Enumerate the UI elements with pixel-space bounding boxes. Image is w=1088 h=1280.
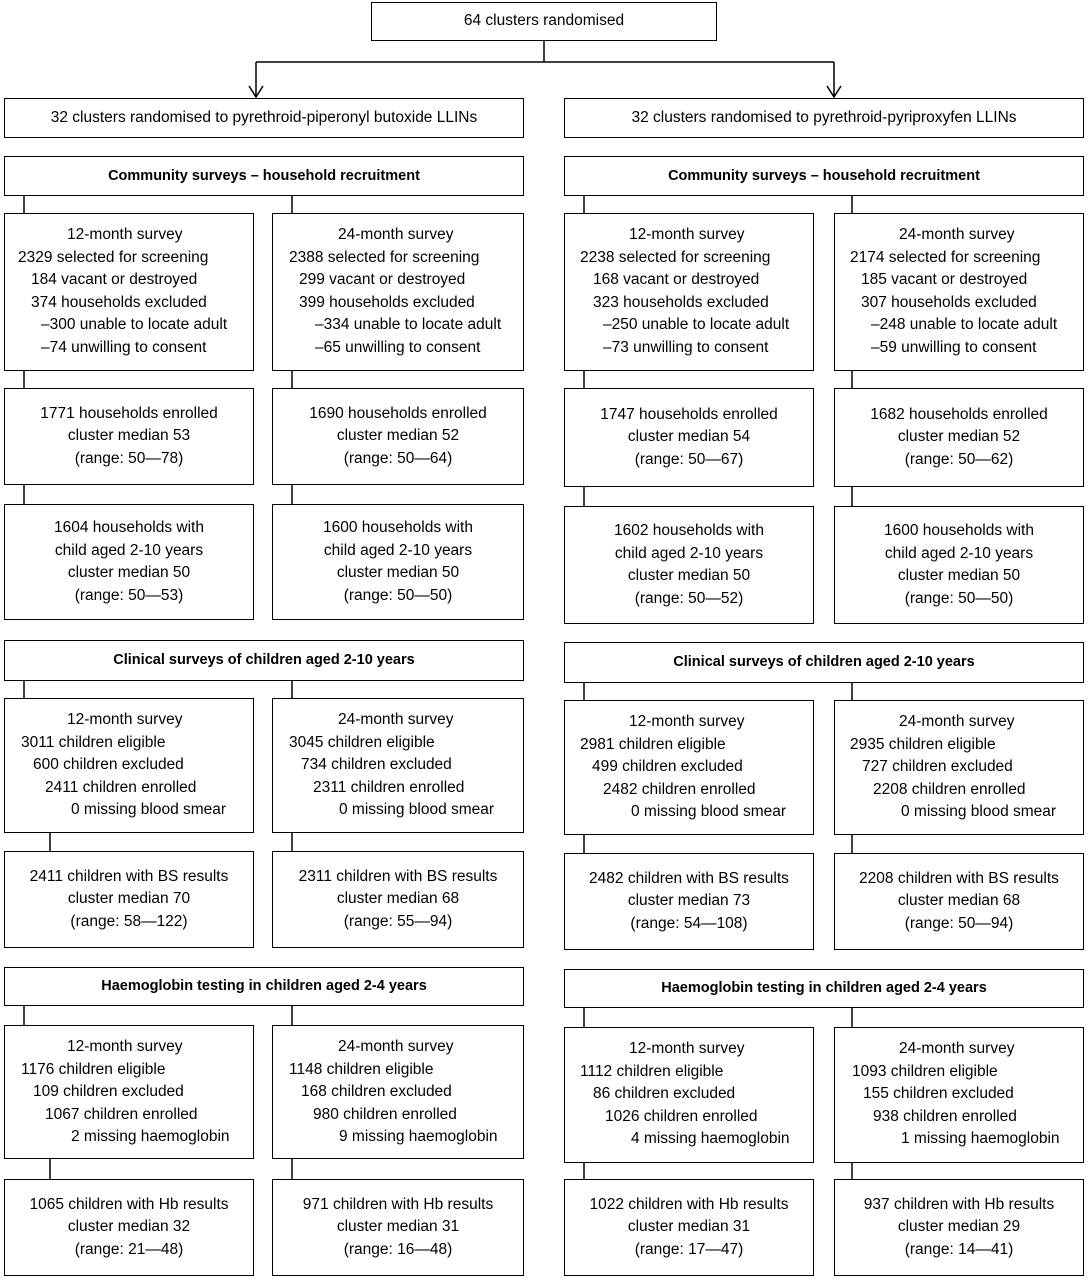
survey-title: 24-month survey	[899, 713, 1015, 730]
hb-screen-box-12m	[564, 1027, 814, 1163]
survey-title: 24-month survey	[338, 226, 454, 243]
enrolled-count: 2311 children enrolled	[313, 778, 465, 796]
enrolled-count: 980 children enrolled	[313, 1105, 457, 1123]
results-count: 937 children with Hb results	[863, 1195, 1055, 1213]
cluster-median: cluster median 52	[897, 428, 1021, 446]
randomised-clusters-box	[371, 2, 717, 41]
eligible-count: 2935 children eligible	[850, 735, 996, 753]
arm-box-pbo	[4, 98, 524, 138]
survey-title: 12-month survey	[67, 1038, 183, 1055]
section-header-label: Clinical surveys of children aged 2-10 years	[673, 654, 975, 671]
unwilling-count: –59 unwilling to consent	[871, 338, 1037, 356]
eligible-count: 1148 children eligible	[289, 1060, 434, 1078]
unwilling-count: –74 unwilling to consent	[41, 338, 207, 356]
arm-label: 32 clusters randomised to pyrethroid-piperonyl butoxide LLINs	[50, 108, 478, 126]
missing-count: 0 missing blood smear	[71, 801, 227, 818]
enrolled-count: 2208 children enrolled	[873, 780, 1026, 798]
randomised-clusters-label: 64 clusters randomised	[463, 12, 625, 30]
section-header-label: Clinical surveys of children aged 2-10 years	[113, 652, 415, 669]
cluster-range: (range: 50—53)	[74, 586, 184, 604]
survey-title: 24-month survey	[899, 226, 1015, 243]
screening-box-24m	[272, 213, 524, 371]
bs-results-box-12m	[564, 853, 814, 950]
child-age: child aged 2-10 years	[54, 541, 204, 559]
enrolled-box-24m	[834, 388, 1084, 487]
bs-results-box-24m	[272, 851, 524, 948]
cluster-range: (range: 54—108)	[630, 914, 748, 932]
cluster-range: (range: 21—48)	[74, 1240, 184, 1258]
cluster-median: cluster median 52	[336, 427, 460, 445]
screening-box-12m	[564, 213, 814, 371]
cluster-median: cluster median 70	[67, 890, 191, 908]
missing-count: 4 missing haemoglobin	[631, 1130, 790, 1147]
screened-count: 2174 selected for screening	[850, 248, 1041, 266]
cluster-range: (range: 50—50)	[904, 589, 1014, 607]
enrolled-box-24m	[272, 388, 524, 485]
cluster-range: (range: 50—67)	[634, 450, 744, 468]
enrolled-box-12m	[564, 388, 814, 487]
excluded-count: 600 children excluded	[33, 756, 184, 773]
results-count: 2208 children with BS results	[859, 869, 1059, 887]
clinical-screen-box-24m	[834, 700, 1084, 835]
clinical-survey-header	[564, 642, 1084, 683]
unable-locate-count: –334 unable to locate adult	[315, 316, 502, 333]
cluster-median: cluster median 31	[627, 1218, 751, 1236]
vacant-count: 168 vacant or destroyed	[593, 271, 760, 288]
eligible-count: 2981 children eligible	[580, 735, 726, 753]
survey-title: 12-month survey	[629, 713, 745, 730]
child-age: child aged 2-10 years	[614, 544, 764, 562]
cluster-median: cluster median 50	[67, 564, 191, 581]
unwilling-count: –65 unwilling to consent	[315, 338, 481, 356]
vacant-count: 299 vacant or destroyed	[299, 271, 466, 288]
hb-results-box-12m	[564, 1179, 814, 1276]
cluster-range: (range: 50—78)	[74, 449, 184, 467]
enrolled-count: 938 children enrolled	[873, 1107, 1017, 1125]
survey-title: 12-month survey	[67, 226, 183, 243]
eligible-count: 1093 children eligible	[852, 1062, 998, 1080]
vacant-count: 185 vacant or destroyed	[861, 271, 1028, 288]
cluster-range: (range: 58—122)	[70, 912, 188, 930]
eligible-count: 1176 children eligible	[21, 1060, 166, 1078]
enrolled-count: 1067 children enrolled	[45, 1105, 198, 1123]
excluded-count: 727 children excluded	[862, 758, 1013, 775]
cluster-median: cluster median 73	[627, 892, 751, 910]
results-count: 2482 children with BS results	[589, 869, 789, 887]
enrolled-count: 1690 households enrolled	[309, 404, 487, 422]
missing-count: 0 missing blood smear	[339, 801, 495, 818]
eligible-count: 3045 children eligible	[289, 733, 435, 751]
hb-testing-header	[564, 969, 1084, 1008]
enrolled-count: 1771 households enrolled	[40, 404, 218, 422]
bs-results-box-24m	[834, 853, 1084, 950]
missing-count: 0 missing blood smear	[631, 803, 787, 820]
with-child-box-12m	[564, 506, 814, 624]
child-age: child aged 2-10 years	[884, 544, 1034, 562]
screened-count: 2329 selected for screening	[18, 248, 209, 266]
hb-results-box-24m	[272, 1179, 524, 1276]
section-header-label: Community surveys – household recruitment	[108, 167, 420, 184]
survey-title: 24-month survey	[899, 1040, 1015, 1057]
section-header-label: Community surveys – household recruitment	[668, 167, 980, 184]
cluster-median: cluster median 68	[336, 890, 460, 908]
cluster-median: cluster median 50	[897, 567, 1021, 584]
excluded-count: 307 households excluded	[861, 293, 1037, 311]
screened-count: 2388 selected for screening	[289, 248, 480, 266]
results-count: 2411 children with BS results	[29, 867, 229, 885]
survey-title: 12-month survey	[629, 226, 745, 243]
cluster-median: cluster median 29	[897, 1218, 1021, 1236]
enrolled-count: 2411 children enrolled	[45, 778, 197, 796]
results-count: 2311 children with BS results	[298, 867, 498, 885]
clinical-screen-box-24m	[272, 698, 524, 833]
survey-title: 12-month survey	[629, 1040, 745, 1057]
with-child-count: 1604 households with	[54, 519, 204, 536]
cluster-range: (range: 16—48)	[343, 1240, 453, 1258]
cluster-range: (range: 55—94)	[343, 912, 453, 930]
missing-count: 9 missing haemoglobin	[339, 1128, 498, 1145]
excluded-count: 168 children excluded	[301, 1083, 452, 1100]
screening-box-12m	[4, 213, 254, 371]
excluded-count: 86 children excluded	[593, 1085, 736, 1102]
enrolled-count: 1747 households enrolled	[600, 405, 778, 423]
cluster-range: (range: 50—62)	[904, 450, 1014, 468]
excluded-count: 499 children excluded	[592, 758, 743, 775]
screening-box-24m	[834, 213, 1084, 371]
hb-results-box-24m	[834, 1179, 1084, 1276]
with-child-box-12m	[4, 504, 254, 620]
results-count: 1065 children with Hb results	[29, 1195, 229, 1213]
hb-screen-box-24m	[272, 1025, 524, 1159]
survey-title: 24-month survey	[338, 1038, 454, 1055]
with-child-count: 1600 households with	[323, 519, 473, 536]
enrolled-count: 1682 households enrolled	[870, 405, 1048, 423]
survey-title: 24-month survey	[338, 711, 454, 728]
arm-label: 32 clusters randomised to pyrethroid-pyriproxyfen LLINs	[631, 108, 1017, 126]
clinical-screen-box-12m	[564, 700, 814, 835]
hb-screen-box-12m	[4, 1025, 254, 1159]
hb-results-box-12m	[4, 1179, 254, 1276]
unable-locate-count: –300 unable to locate adult	[41, 316, 228, 333]
cluster-median: cluster median 68	[897, 892, 1021, 910]
clinical-survey-header	[4, 640, 524, 681]
with-child-box-24m	[272, 504, 524, 620]
excluded-count: 734 children excluded	[301, 756, 452, 773]
section-header-label: Haemoglobin testing in children aged 2-4 years	[101, 978, 427, 995]
arm-box-pyriproxyfen	[564, 98, 1084, 138]
eligible-count: 3011 children eligible	[21, 733, 166, 751]
excluded-count: 374 households excluded	[31, 293, 207, 311]
with-child-box-24m	[834, 506, 1084, 624]
cluster-range: (range: 50—52)	[634, 589, 744, 607]
unable-locate-count: –248 unable to locate adult	[871, 316, 1058, 333]
cluster-range: (range: 50—94)	[904, 914, 1014, 932]
excluded-count: 109 children excluded	[33, 1083, 184, 1100]
with-child-count: 1602 households with	[614, 522, 764, 539]
cluster-median: cluster median 54	[627, 428, 751, 446]
cluster-range: (range: 17—47)	[634, 1240, 744, 1258]
child-age: child aged 2-10 years	[323, 541, 473, 559]
survey-title: 12-month survey	[67, 711, 183, 728]
cluster-range: (range: 50—64)	[343, 449, 453, 467]
enrolled-count: 2482 children enrolled	[603, 780, 756, 798]
cluster-median: cluster median 53	[67, 427, 191, 445]
missing-count: 0 missing blood smear	[901, 803, 1057, 820]
bs-results-box-12m	[4, 851, 254, 948]
cluster-range: (range: 50—50)	[343, 586, 453, 604]
section-header-label: Haemoglobin testing in children aged 2-4 years	[661, 980, 987, 997]
results-count: 1022 children with Hb results	[589, 1195, 789, 1213]
cluster-range: (range: 14—41)	[904, 1240, 1014, 1258]
enrolled-count: 1026 children enrolled	[605, 1107, 758, 1125]
enrolled-box-12m	[4, 388, 254, 485]
unwilling-count: –73 unwilling to consent	[603, 338, 769, 356]
community-survey-header	[4, 156, 524, 196]
results-count: 971 children with Hb results	[302, 1195, 494, 1213]
cluster-median: cluster median 31	[336, 1218, 460, 1236]
excluded-count: 155 children excluded	[863, 1085, 1014, 1102]
with-child-count: 1600 households with	[884, 522, 1034, 539]
vacant-count: 184 vacant or destroyed	[31, 271, 198, 288]
excluded-count: 323 households excluded	[593, 293, 769, 311]
hb-testing-header	[4, 967, 524, 1006]
missing-count: 1 missing haemoglobin	[901, 1130, 1060, 1147]
hb-screen-box-24m	[834, 1027, 1084, 1163]
cluster-median: cluster median 32	[67, 1218, 191, 1236]
excluded-count: 399 households excluded	[299, 293, 475, 311]
cluster-median: cluster median 50	[627, 567, 751, 584]
eligible-count: 1112 children eligible	[580, 1062, 724, 1080]
screened-count: 2238 selected for screening	[580, 248, 771, 266]
cluster-median: cluster median 50	[336, 564, 460, 581]
unable-locate-count: –250 unable to locate adult	[603, 316, 790, 333]
missing-count: 2 missing haemoglobin	[71, 1128, 230, 1145]
community-survey-header	[564, 156, 1084, 196]
clinical-screen-box-12m	[4, 698, 254, 833]
